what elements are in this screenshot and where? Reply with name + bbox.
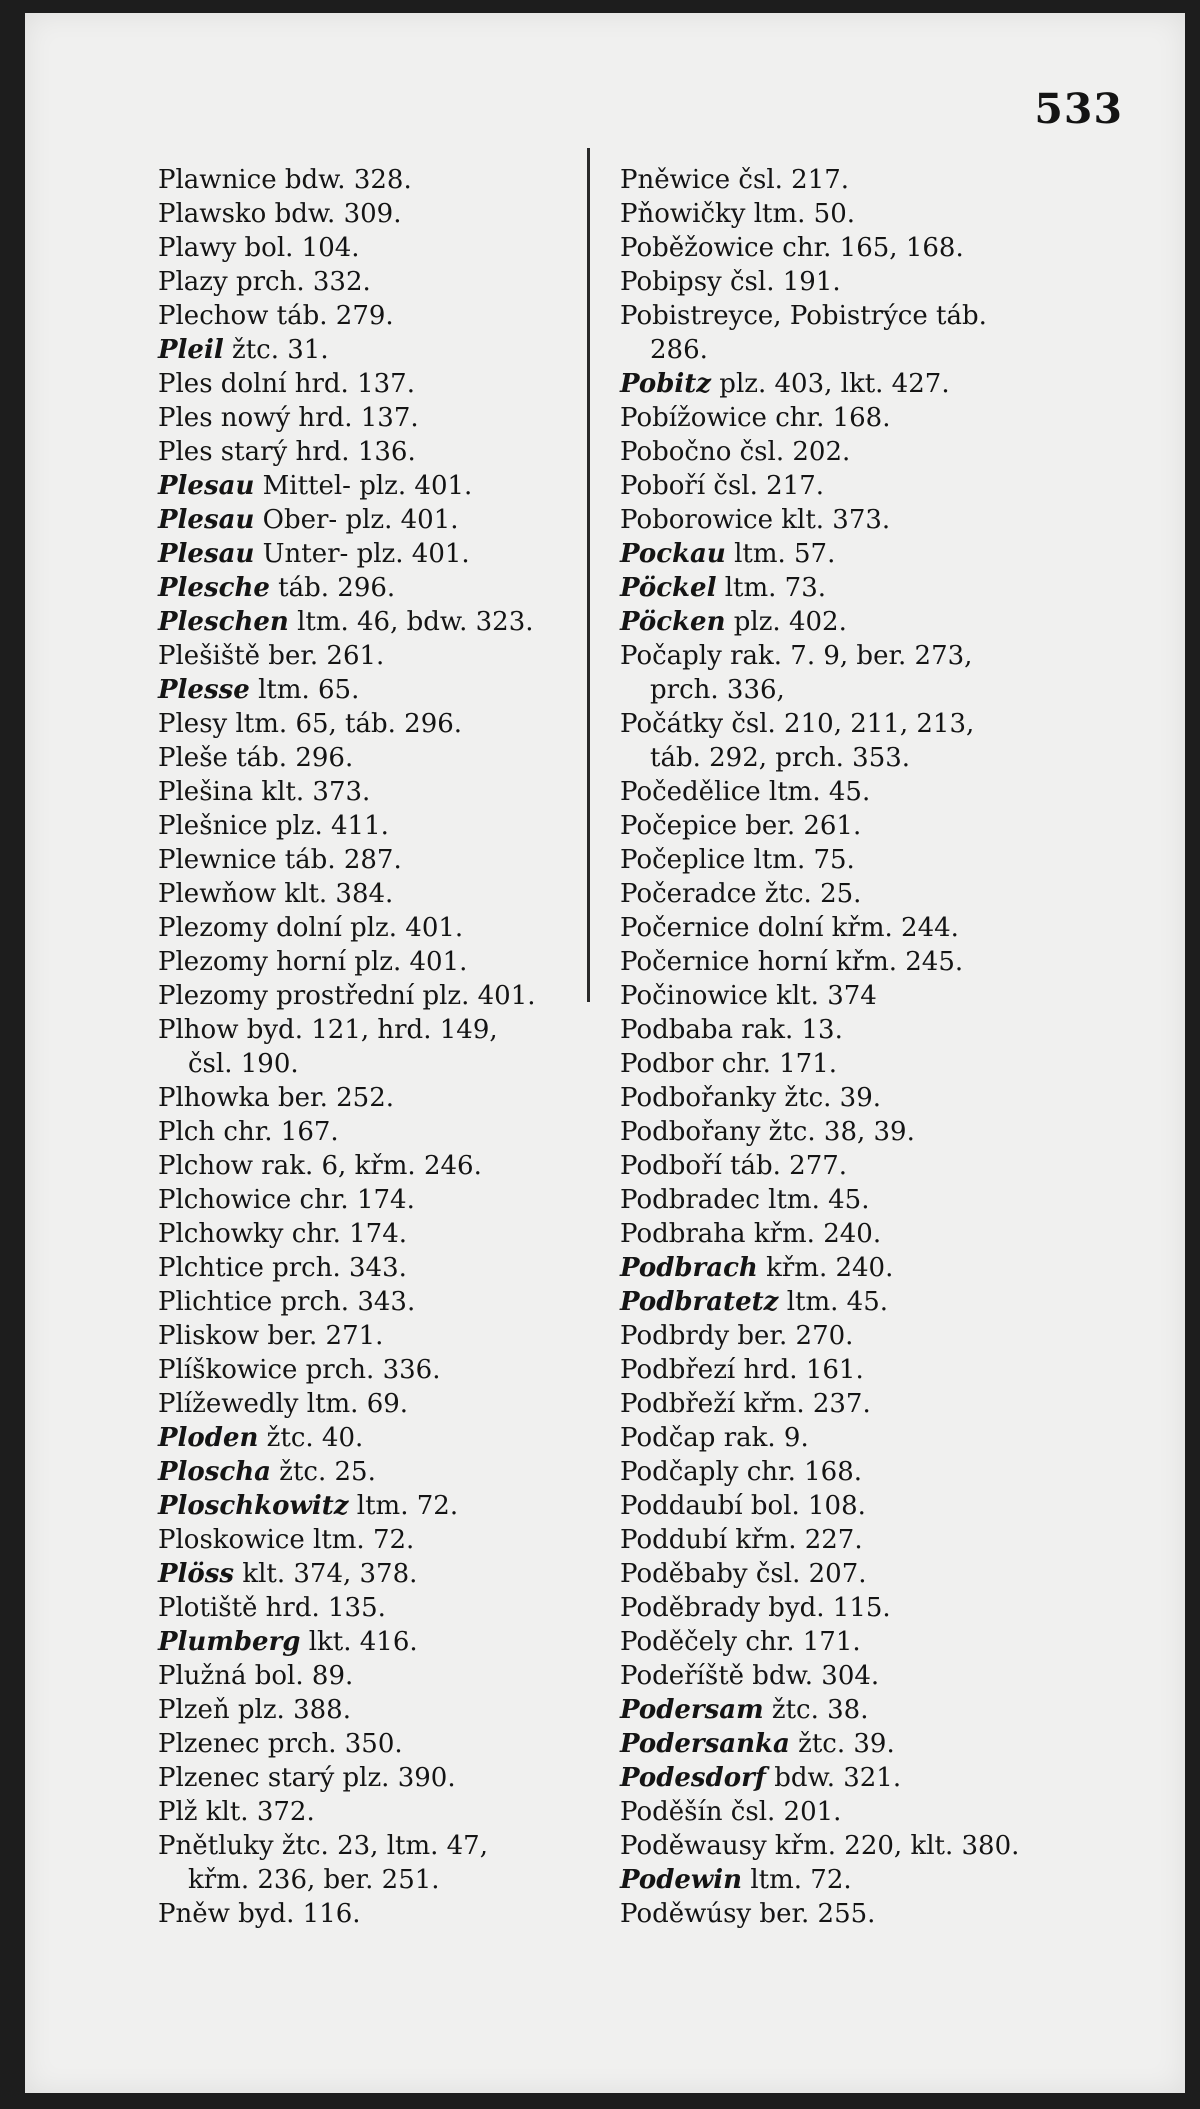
index-entry (620, 639, 1080, 673)
index-entry (620, 1149, 1080, 1183)
index-entry (158, 299, 613, 333)
index-entry (158, 1285, 613, 1319)
index-entry (158, 469, 613, 503)
entry-text: Podbradec ltm. 45. (620, 1185, 870, 1215)
german-place-name: Podewin (620, 1865, 743, 1895)
entry-text: ltm. 46, bdw. 323. (297, 607, 534, 637)
index-entry (620, 809, 1080, 843)
column-divider (587, 148, 590, 1002)
german-place-name: Plesse (158, 675, 250, 705)
entry-text: lkt. 416. (308, 1627, 418, 1657)
entry-text: Podbrdy ber. 270. (620, 1321, 854, 1351)
entry-text: Podbořany žtc. 38, 39. (620, 1117, 915, 1147)
entry-text: ltm. 65. (258, 675, 360, 705)
entry-text: Plešiště ber. 261. (158, 641, 385, 671)
entry-text: Počeplice ltm. 75. (620, 845, 855, 875)
index-entry (158, 1557, 613, 1591)
index-entry (620, 911, 1080, 945)
index-entry (620, 945, 1080, 979)
index-entry (620, 1489, 1080, 1523)
german-place-name: Pleil (158, 335, 224, 365)
index-entry (620, 197, 1080, 231)
index-entry (158, 1897, 613, 1931)
index-entry (158, 1489, 613, 1523)
index-entry (158, 163, 613, 197)
index-entry (158, 1387, 613, 1421)
entry-text: Poděwúsy ber. 255. (620, 1899, 876, 1929)
entry-text: Plzeň plz. 388. (158, 1695, 351, 1725)
index-entry (620, 1795, 1080, 1829)
index-entry (620, 843, 1080, 877)
left-index-column (158, 163, 613, 1931)
entry-text: Ples nowý hrd. 137. (158, 403, 419, 433)
index-entry (620, 571, 1080, 605)
german-place-name: Ploden (158, 1423, 259, 1453)
german-place-name: Pleschen (158, 607, 289, 637)
index-entry (620, 605, 1080, 639)
entry-text: Pněwice čsl. 217. (620, 165, 850, 195)
index-entry (620, 1353, 1080, 1387)
german-place-name: Ploscha (158, 1457, 271, 1487)
entry-text: Ober- plz. 401. (262, 505, 459, 535)
index-entry (620, 1251, 1080, 1285)
entry-text: Počedělice ltm. 45. (620, 777, 871, 807)
index-entry (158, 775, 613, 809)
index-entry (620, 1659, 1080, 1693)
german-place-name: Plumberg (158, 1627, 301, 1657)
entry-text: Plezomy dolní plz. 401. (158, 913, 464, 943)
entry-text: křm. 236, ber. 251. (188, 1865, 440, 1895)
index-entry (158, 1625, 613, 1659)
index-entry (620, 231, 1080, 265)
index-entry (158, 1761, 613, 1795)
index-entry (158, 1693, 613, 1727)
entry-text: Počinowice klt. 374 (620, 981, 877, 1011)
entry-text: Podbořanky žtc. 39. (620, 1083, 882, 1113)
index-entry (620, 1863, 1080, 1897)
index-entry (620, 1183, 1080, 1217)
index-entry (158, 911, 613, 945)
entry-text: Poděčely chr. 171. (620, 1627, 861, 1657)
index-entry (620, 1081, 1080, 1115)
entry-text: křm. 240. (766, 1253, 894, 1283)
entry-text: Plewňow klt. 384. (158, 879, 394, 909)
entry-text: Plešina klt. 373. (158, 777, 371, 807)
index-entry (158, 1319, 613, 1353)
entry-text: Plezomy horní plz. 401. (158, 947, 468, 977)
index-entry (620, 163, 1080, 197)
german-place-name: Plesau (158, 505, 255, 535)
index-entry (620, 1013, 1080, 1047)
entry-text: plz. 402. (733, 607, 847, 637)
entry-text: Plesy ltm. 65, táb. 296. (158, 709, 463, 739)
german-place-name: Ploschkowitz (158, 1491, 349, 1521)
index-entry (620, 401, 1080, 435)
index-entry (158, 503, 613, 537)
index-entry (158, 1455, 613, 1489)
entry-text: čsl. 190. (188, 1049, 299, 1079)
index-entry (620, 1523, 1080, 1557)
index-entry (158, 1829, 613, 1863)
index-entry (620, 1693, 1080, 1727)
entry-text: Plužná bol. 89. (158, 1661, 354, 1691)
entry-text: žtc. 31. (232, 335, 329, 365)
entry-text: Poděwausy křm. 220, klt. 380. (620, 1831, 1020, 1861)
entry-text: Podboří táb. 277. (620, 1151, 848, 1181)
entry-text: Plešnice plz. 411. (158, 811, 389, 841)
entry-text: Plhow byd. 121, hrd. 149, (158, 1015, 498, 1045)
index-entry (620, 1829, 1080, 1863)
index-entry (620, 1047, 1080, 1081)
index-entry (620, 707, 1080, 741)
entry-text: Plezomy prostřední plz. 401. (158, 981, 536, 1011)
entry-text: Plichtice prch. 343. (158, 1287, 416, 1317)
index-entry (620, 1761, 1080, 1795)
german-place-name: Podesdorf (620, 1763, 766, 1793)
entry-text: ltm. 73. (724, 573, 827, 603)
index-entry (620, 1421, 1080, 1455)
index-entry (620, 265, 1080, 299)
index-entry (158, 1727, 613, 1761)
index-entry (158, 1217, 613, 1251)
entry-text: Plchtice prch. 343. (158, 1253, 407, 1283)
index-entry-continuation (158, 1863, 613, 1897)
german-place-name: Plesau (158, 471, 255, 501)
index-entry (620, 1625, 1080, 1659)
index-entry (158, 945, 613, 979)
index-entry (158, 1659, 613, 1693)
index-entry (158, 809, 613, 843)
index-entry (620, 1285, 1080, 1319)
index-entry (620, 1897, 1080, 1931)
index-entry (158, 1353, 613, 1387)
index-entry (158, 1081, 613, 1115)
german-place-name: Pockau (620, 539, 726, 569)
german-place-name: Podersanka (620, 1729, 790, 1759)
entry-text: Plhowka ber. 252. (158, 1083, 395, 1113)
entry-text: Poděšín čsl. 201. (620, 1797, 842, 1827)
entry-text: ltm. 72. (750, 1865, 852, 1895)
entry-text: Plížewedly ltm. 69. (158, 1389, 409, 1419)
entry-text: Ploskowice ltm. 72. (158, 1525, 415, 1555)
index-entry (620, 1115, 1080, 1149)
index-entry (158, 605, 613, 639)
entry-text: ltm. 45. (786, 1287, 888, 1317)
entry-text: Podbřeží křm. 237. (620, 1389, 871, 1419)
entry-text: Podbor chr. 171. (620, 1049, 838, 1079)
index-entry (620, 1455, 1080, 1489)
entry-text: Poboří čsl. 217. (620, 471, 825, 501)
entry-text: Poborowice klt. 373. (620, 505, 891, 535)
index-entry (158, 1183, 613, 1217)
entry-text: Počátky čsl. 210, 211, 213, (620, 709, 975, 739)
index-entry (158, 231, 613, 265)
entry-text: Pňowičky ltm. 50. (620, 199, 856, 229)
page-number: 533 (1034, 85, 1123, 133)
german-place-name: Podbrach (620, 1253, 758, 1283)
index-entry (158, 401, 613, 435)
index-entry (620, 1319, 1080, 1353)
entry-text: Mittel- plz. 401. (262, 471, 473, 501)
german-place-name: Pobitz (620, 369, 712, 399)
index-entry (158, 707, 613, 741)
entry-text: Pobipsy čsl. 191. (620, 267, 841, 297)
entry-text: Pnětluky žtc. 23, ltm. 47, (158, 1831, 488, 1861)
index-entry (620, 877, 1080, 911)
index-entry (158, 1591, 613, 1625)
entry-text: Plch chr. 167. (158, 1117, 339, 1147)
entry-text: Plíškowice prch. 336. (158, 1355, 441, 1385)
index-entry (158, 537, 613, 571)
index-entry (158, 1013, 613, 1047)
entry-text: plz. 403, lkt. 427. (719, 369, 950, 399)
index-entry (620, 537, 1080, 571)
entry-text: klt. 374, 378. (242, 1559, 418, 1589)
entry-text: Podbřezí hrd. 161. (620, 1355, 864, 1385)
entry-text: Plotiště hrd. 135. (158, 1593, 386, 1623)
index-entry (158, 367, 613, 401)
entry-text: prch. 336, (650, 675, 785, 705)
index-entry (620, 435, 1080, 469)
index-entry (158, 571, 613, 605)
entry-text: Pobistreyce, Pobistrýce táb. (620, 301, 987, 331)
entry-text: Pleše táb. 296. (158, 743, 354, 773)
entry-text: Poddaubí bol. 108. (620, 1491, 866, 1521)
german-place-name: Plesche (158, 573, 270, 603)
entry-text: Počernice horní křm. 245. (620, 947, 964, 977)
entry-text: Plechow táb. 279. (158, 301, 394, 331)
index-entry (620, 469, 1080, 503)
index-entry (158, 1115, 613, 1149)
entry-text: Poddubí křm. 227. (620, 1525, 863, 1555)
index-entry (620, 1217, 1080, 1251)
entry-text: Počernice dolní křm. 244. (620, 913, 959, 943)
entry-text: 286. (650, 335, 708, 365)
entry-text: Ples dolní hrd. 137. (158, 369, 415, 399)
index-entry (620, 299, 1080, 333)
entry-text: Plzenec starý plz. 390. (158, 1763, 456, 1793)
entry-text: žtc. 38. (771, 1695, 869, 1725)
index-entry (158, 741, 613, 775)
entry-text: Pliskow ber. 271. (158, 1321, 384, 1351)
entry-text: Plewnice táb. 287. (158, 845, 402, 875)
german-place-name: Pöckel (620, 573, 717, 603)
index-entry (620, 775, 1080, 809)
index-entry-continuation (620, 673, 1080, 707)
index-entry (158, 843, 613, 877)
entry-text: Podbraha křm. 240. (620, 1219, 882, 1249)
german-place-name: Pöcken (620, 607, 726, 637)
index-entry (158, 877, 613, 911)
entry-text: Počaply rak. 7. 9, ber. 273, (620, 641, 973, 671)
german-place-name: Podersam (620, 1695, 764, 1725)
entry-text: Plawnice bdw. 328. (158, 165, 412, 195)
entry-text: Pněw byd. 116. (158, 1899, 361, 1929)
index-entry (158, 1421, 613, 1455)
entry-text: Ples starý hrd. 136. (158, 437, 416, 467)
index-entry (620, 367, 1080, 401)
entry-text: Plchowice chr. 174. (158, 1185, 415, 1215)
entry-text: táb. 292, prch. 353. (650, 743, 911, 773)
index-entry (158, 435, 613, 469)
index-entry (620, 1727, 1080, 1761)
entry-text: Plazy prch. 332. (158, 267, 371, 297)
entry-text: Plž klt. 372. (158, 1797, 315, 1827)
entry-text: Počepice ber. 261. (620, 811, 862, 841)
index-entry (620, 979, 1080, 1013)
index-entry (158, 197, 613, 231)
entry-text: Plzenec prch. 350. (158, 1729, 403, 1759)
index-entry (158, 265, 613, 299)
entry-text: Plawsko bdw. 309. (158, 199, 402, 229)
index-entry (158, 639, 613, 673)
index-entry (620, 1387, 1080, 1421)
entry-text: bdw. 321. (774, 1763, 902, 1793)
entry-text: Poběžowice chr. 165, 168. (620, 233, 964, 263)
entry-text: Počeradce žtc. 25. (620, 879, 862, 909)
entry-text: Podbaba rak. 13. (620, 1015, 843, 1045)
entry-text: žtc. 39. (798, 1729, 895, 1759)
right-index-column (620, 163, 1080, 1931)
german-place-name: Podbratetz (620, 1287, 779, 1317)
entry-text: táb. 296. (278, 573, 396, 603)
index-entry (620, 1557, 1080, 1591)
index-entry (620, 503, 1080, 537)
index-entry (158, 1251, 613, 1285)
entry-text: žtc. 25. (279, 1457, 376, 1487)
entry-text: žtc. 40. (266, 1423, 364, 1453)
entry-text: Poděbrady byd. 115. (620, 1593, 891, 1623)
book-page (25, 13, 1185, 2093)
index-entry (158, 979, 613, 1013)
entry-text: Podčap rak. 9. (620, 1423, 809, 1453)
entry-text: ltm. 72. (356, 1491, 459, 1521)
index-entry (158, 1523, 613, 1557)
index-entry (158, 1795, 613, 1829)
entry-text: Plchowky chr. 174. (158, 1219, 408, 1249)
german-place-name: Plesau (158, 539, 255, 569)
entry-text: Unter- plz. 401. (262, 539, 470, 569)
german-place-name: Plöss (158, 1559, 235, 1589)
entry-text: Pobížowice chr. 168. (620, 403, 891, 433)
index-entry-continuation (620, 741, 1080, 775)
index-entry-continuation (158, 1047, 613, 1081)
entry-text: Plchow rak. 6, křm. 246. (158, 1151, 482, 1181)
entry-text: Podeříště bdw. 304. (620, 1661, 880, 1691)
index-entry (158, 1149, 613, 1183)
entry-text: ltm. 57. (734, 539, 836, 569)
index-entry (158, 673, 613, 707)
entry-text: Poděbaby čsl. 207. (620, 1559, 867, 1589)
entry-text: Pobočno čsl. 202. (620, 437, 851, 467)
index-entry (620, 1591, 1080, 1625)
entry-text: Podčaply chr. 168. (620, 1457, 863, 1487)
entry-text: Plawy bol. 104. (158, 233, 360, 263)
index-entry (158, 333, 613, 367)
index-entry-continuation (620, 333, 1080, 367)
